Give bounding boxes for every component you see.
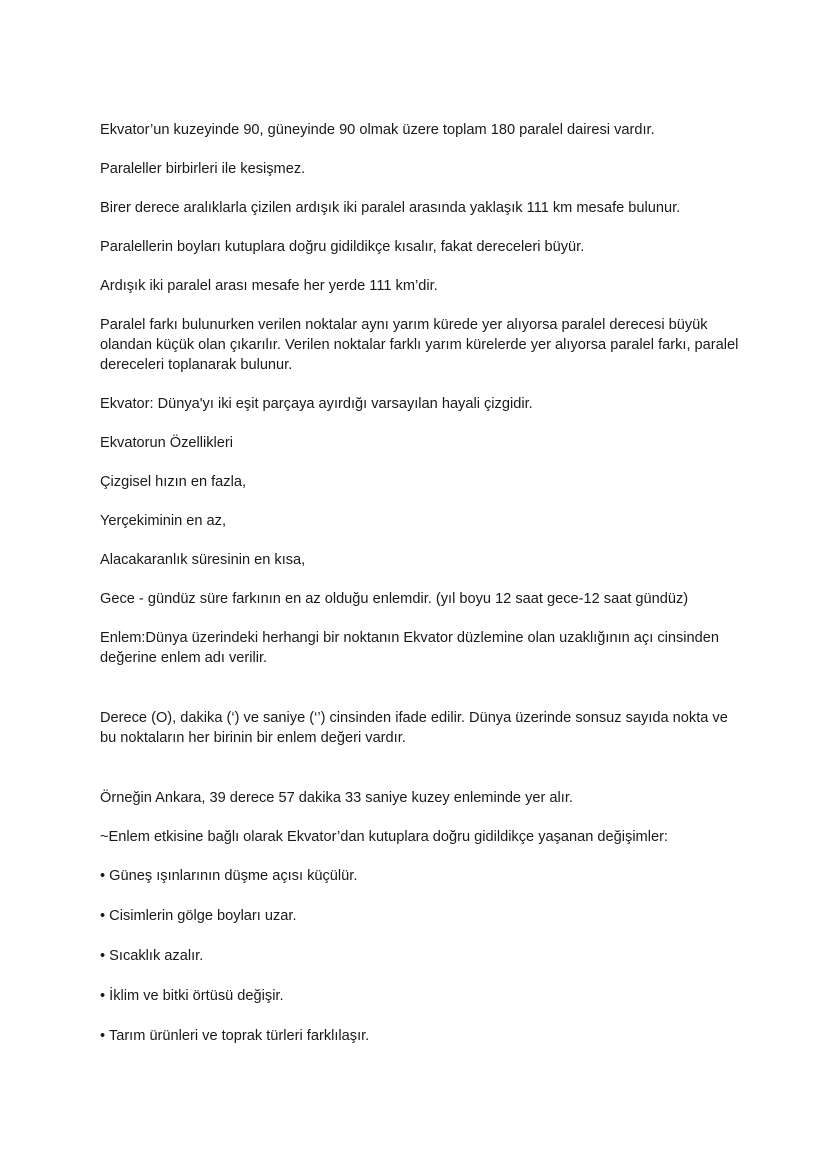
list-item: • İklim ve bitki örtüsü değişir.: [100, 988, 284, 1004]
list-item: • Sıcaklık azalır.: [100, 948, 204, 964]
paragraph-parallel-count: Ekvator’un kuzeyinde 90, güneyinde 90 olmak üzere toplam 180 paralel dairesi vardır.: [100, 122, 655, 138]
paragraph-latitude-units: Derece (O), dakika (‘) ve saniye (‘’) cinsinden ifade edilir. Dünya üzerinde sonsuz sayıda nokta ve bu noktaların her birinin bir enlem değeri vardır.: [100, 710, 728, 746]
list-item: • Cisimlerin gölge boyları uzar.: [100, 908, 297, 924]
paragraph-equator-definition: Ekvator: Dünya'yı iki eşit parçaya ayırdığı varsayılan hayali çizgidir.: [100, 396, 533, 412]
heading-equator-features: Ekvatorun Özellikleri: [100, 435, 234, 451]
bullet-list: [100, 866, 740, 1046]
paragraph-latitude-effects-intro: ~Enlem etkisine bağlı olarak Ekvator’dan kutuplara doğru gidildikçe yaşanan değişimler:: [100, 829, 668, 845]
paragraph-gravity: Yerçekiminin en az,: [100, 513, 227, 529]
paragraph-parallel-length: Paralellerin boyları kutuplara doğru gidildikçe kısalır, fakat dereceleri büyür.: [100, 239, 585, 255]
paragraph-day-night: Gece - gündüz süre farkının en az olduğu enlemdir. (yıl boyu 12 saat gece-12 saat gündüz): [100, 591, 689, 607]
paragraph-parallels-no-intersect: Paraleller birbirleri ile kesişmez.: [100, 161, 306, 177]
document-page: [100, 120, 740, 1066]
list-item: • Tarım ürünleri ve toprak türleri farklılaşır.: [100, 1028, 370, 1044]
paragraph-parallel-difference: Paralel farkı bulunurken verilen noktalar aynı yarım kürede yer alıyorsa paralel derecesi büyük olandan küçük olan çıkarılır. Verilen noktalar farklı yarım kürelerde yer alıyorsa paralel farkı, paralel dereceleri toplanarak bulunur.: [100, 317, 739, 373]
paragraph-parallel-distance-everywhere: Ardışık iki paralel arası mesafe her yerde 111 km’dir.: [100, 278, 438, 294]
paragraph-ankara-example: Örneğin Ankara, 39 derece 57 dakika 33 saniye kuzey enleminde yer alır.: [100, 790, 573, 806]
paragraph-parallel-distance: Birer derece aralıklarla çizilen ardışık iki paralel arasında yaklaşık 111 km mesafe bulunur.: [100, 200, 681, 216]
paragraph-latitude-definition: Enlem:Dünya üzerindeki herhangi bir noktanın Ekvator düzlemine olan uzaklığının açı cinsinden değerine enlem adı verilir.: [100, 630, 719, 666]
paragraph-twilight: Alacakaranlık süresinin en kısa,: [100, 552, 306, 568]
list-item: • Güneş ışınlarının düşme açısı küçülür.: [100, 868, 358, 884]
paragraph-linear-speed: Çizgisel hızın en fazla,: [100, 474, 247, 490]
